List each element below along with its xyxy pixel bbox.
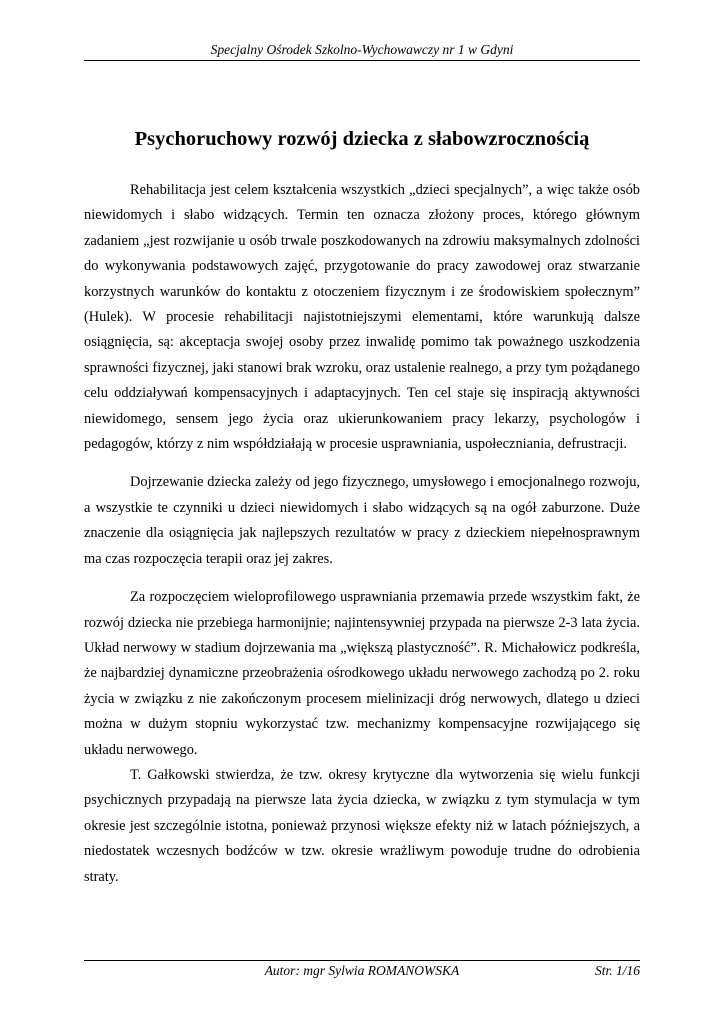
- header-divider: [84, 60, 640, 61]
- paragraph-1: Rehabilitacja jest celem kształcenia wszystkich „dzieci specjalnych”, a więc także osób niewidomych i słabo widzących. Termin ten oznacza złożony proces, którego głównym zadaniem „jest rozwijanie u osób trwale poszkodowanych na zdrowiu maksymalnych zdolności do wykonywania podstawowych zajęć, przygotowanie do pracy zawodowej oraz stwarzanie korzystnych warunków do kontaktu z otoczeniem fizycznym i ze środowiskiem społecznym” (Hulek). W procesie rehabilitacji najistotniejszymi elementami, które warunkują dalsze osiągnięcia, są: akceptacja swojej osoby przez inwalidę pomimo tak poważnego uszkodzenia sprawności fizycznej, jaki stanowi brak wzroku, oraz ustalenie realnego, a przy tym pożądanego celu oddziaływań kompensacyjnych i adaptacyjnych. Ten cel staje się inspiracją aktywności niewidomego, sensem jego życia oraz ukierunkowaniem pracy lekarzy, psychologów i pedagogów, którzy z nim współdziałają w procesie usprawniania, uspołeczniania, defrustracji.: [84, 182, 640, 453]
- paragraph-3: Za rozpoczęciem wieloprofilowego usprawniania przemawia przede wszystkim fakt, że rozwój dziecka nie przebiega harmonijnie; najintensywniej przypada na pierwsze 2-3 lata życia. Układ nerwowy w stadium dojrzewania ma „większą plastyczność”. R. Michałowicz podkreśla, że najbardziej dynamiczne przeobrażenia ośrodkowego układu nerwowego zachodzą po 2. roku życia w związku z nie zakończonym procesem mielinizacji dróg nerwowych, dlatego u dzieci można w dużym stopniu wykorzystać tzw. mechanizmy kompensacyjne rozwijającego się układu nerwowego.: [84, 589, 640, 758]
- footer-author: Autor: mgr Sylwia ROMANOWSKA: [264, 963, 460, 978]
- page-number: Str. 1/16: [594, 963, 640, 978]
- page-header: Specjalny Ośrodek Szkolno-Wychowawczy nr 1 w Gdyni: [210, 42, 514, 57]
- document-body: [84, 178, 640, 890]
- document-title: Psychoruchowy rozwój dziecka z słabowzrocznością: [134, 128, 590, 150]
- paragraph-2: Dojrzewanie dziecka zależy od jego fizycznego, umysłowego i emocjonalnego rozwoju, a wszystkie te czynniki u dzieci niewidomych i słabo widzących są na ogół zaburzone. Duże znaczenie dla osiągnięcia jak najlepszych rezultatów w pracy z dzieckiem niepełnosprawnym ma czas rozpoczęcia terapii oraz jej zakres.: [84, 474, 640, 567]
- footer-divider: [84, 960, 640, 961]
- paragraph-4: T. Gałkowski stwierdza, że tzw. okresy krytyczne dla wytworzenia się wielu funkcji psychicznych przypadają na pierwsze lata życia dziecka, w związku z tym stymulacja w tym okresie jest szczególnie istotna, ponieważ przynosi większe efekty niż w latach późniejszych, a niedostatek wczesnych bodźców w tzw. okresie wrażliwym powoduje trudne do odrobienia straty.: [84, 766, 640, 885]
